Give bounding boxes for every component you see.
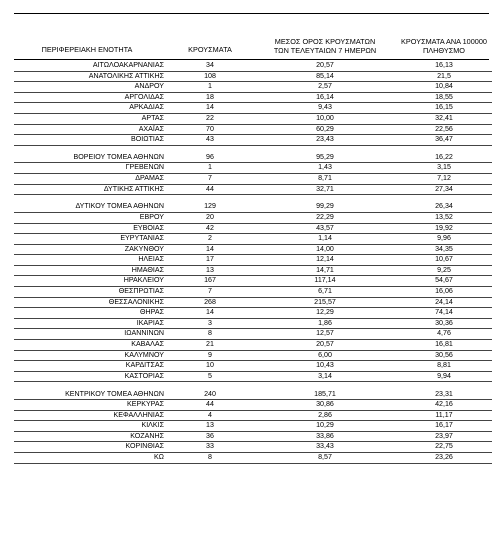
avg-7day-cell: 43,57 <box>316 223 334 232</box>
table-row <box>14 174 492 185</box>
rate-per-100k-cell: 9,25 <box>437 265 451 274</box>
rate-per-100k-cell: 3,15 <box>437 163 451 172</box>
region-cell: ΚΑΡΔΙΤΣΑΣ <box>125 361 164 370</box>
avg-7day-cell: 12,14 <box>316 255 334 264</box>
region-cell: ΔΥΤΙΚΟΥ ΤΟΜΕΑ ΑΘΗΝΩΝ <box>75 202 164 211</box>
rate-per-100k-cell: 30,56 <box>435 350 453 359</box>
avg-7day-cell: 6,71 <box>318 287 332 296</box>
table-row <box>14 287 492 298</box>
cases-cell: 129 <box>204 202 216 211</box>
section-gap <box>14 146 492 153</box>
avg-7day-cell: 2,57 <box>318 82 332 91</box>
table-row <box>14 103 492 114</box>
avg-7day-cell: 60,29 <box>316 124 334 133</box>
rate-per-100k-cell: 10,67 <box>435 255 453 264</box>
rate-per-100k-cell: 16,13 <box>435 61 453 69</box>
header-rate-line2: ΠΛΗΘΥΣΜΟ <box>423 46 465 55</box>
cases-cell: 10 <box>206 361 214 370</box>
avg-7day-cell: 14,00 <box>316 244 334 253</box>
rate-per-100k-cell: 36,47 <box>435 135 453 144</box>
region-cell: ΘΕΣΠΡΩΤΙΑΣ <box>118 287 164 296</box>
region-cell: ΑΡΚΑΔΙΑΣ <box>129 103 164 112</box>
header-avg-line1: ΜΕΣΟΣ ΟΡΟΣ ΚΡΟΥΣΜΑΤΩΝ <box>274 37 376 46</box>
rate-per-100k-cell: 10,84 <box>435 82 453 91</box>
cases-cell: 43 <box>206 135 214 144</box>
cases-cell: 44 <box>206 400 214 409</box>
region-cell: ΑΧΑΪΑΣ <box>138 124 164 133</box>
region-cell: ΚΕΝΤΡΙΚΟΥ ΤΟΜΕΑ ΑΘΗΝΩΝ <box>65 389 164 398</box>
table-row <box>14 234 492 245</box>
region-cell: ΚΑΛΥΜΝΟΥ <box>124 350 164 359</box>
avg-7day-cell: 33,86 <box>316 431 334 440</box>
avg-7day-cell: 95,29 <box>316 152 334 161</box>
avg-7day-cell: 117,14 <box>314 276 336 285</box>
rate-per-100k-cell: 30,36 <box>435 318 453 327</box>
header-cases: ΚΡΟΥΣΜΑΤΑ <box>188 45 232 54</box>
region-cell: ΗΡΑΚΛΕΙΟΥ <box>123 276 164 285</box>
avg-7day-cell: 12,57 <box>316 329 334 338</box>
table-row <box>14 421 492 432</box>
region-cell: ΖΑΚΥΝΘΟΥ <box>124 244 164 253</box>
region-cell: ΒΟΡΕΙΟΥ ΤΟΜΕΑ ΑΘΗΝΩΝ <box>73 152 164 161</box>
rate-per-100k-cell: 26,34 <box>435 202 453 211</box>
table-row <box>14 372 492 383</box>
rate-per-100k-cell: 34,35 <box>435 244 453 253</box>
cases-cell: 17 <box>206 255 214 264</box>
table-row <box>14 125 492 136</box>
rate-per-100k-cell: 42,16 <box>435 400 453 409</box>
cases-cell: 13 <box>206 265 214 274</box>
region-cell: ΚΑΒΑΛΑΣ <box>131 340 164 349</box>
cases-cell: 268 <box>204 297 216 306</box>
cases-cell: 9 <box>208 350 212 359</box>
avg-7day-cell: 215,57 <box>314 297 336 306</box>
avg-7day-cell: 16,14 <box>316 92 334 101</box>
region-cell: ΑΙΤΩΛΟΑΚΑΡΝΑΝΙΑΣ <box>92 61 164 69</box>
cases-cell: 4 <box>208 410 212 419</box>
avg-7day-cell: 33,43 <box>316 442 334 451</box>
table-row <box>14 202 492 213</box>
table-row <box>14 411 492 422</box>
table-row <box>14 400 492 411</box>
rate-per-100k-cell: 22,56 <box>435 124 453 133</box>
cases-cell: 33 <box>206 442 214 451</box>
avg-7day-cell: 1,14 <box>318 234 332 243</box>
rate-per-100k-cell: 21,5 <box>437 71 451 80</box>
region-cell: ΚΕΡΚΥΡΑΣ <box>127 400 164 409</box>
rate-per-100k-cell: 16,15 <box>435 103 453 112</box>
region-cell: ΗΜΑΘΙΑΣ <box>131 265 164 274</box>
avg-7day-cell: 12,29 <box>316 308 334 317</box>
rate-per-100k-cell: 16,17 <box>435 421 453 430</box>
cases-cell: 1 <box>208 82 212 91</box>
table-row <box>14 245 492 256</box>
cases-cell: 7 <box>208 287 212 296</box>
region-cell: ΚΟΡΙΝΘΙΑΣ <box>125 442 164 451</box>
avg-7day-cell: 2,86 <box>318 410 332 419</box>
cases-cell: 1 <box>208 163 212 172</box>
cases-cell: 21 <box>206 340 214 349</box>
table-row <box>14 432 492 443</box>
region-cell: ΓΡΕΒΕΝΩΝ <box>125 163 164 172</box>
header-avg-line2: ΤΩΝ ΤΕΛΕΥΤΑΙΩΝ 7 ΗΜΕΡΩΝ <box>273 46 377 55</box>
avg-7day-cell: 20,57 <box>316 61 334 69</box>
region-cell: ΗΛΕΙΑΣ <box>138 255 164 264</box>
region-cell: ΑΝΔΡΟΥ <box>134 82 164 91</box>
table-row <box>14 390 492 401</box>
region-cell: ΑΡΓΟΛΙΔΑΣ <box>124 92 164 101</box>
table-row <box>14 453 492 464</box>
avg-7day-cell: 6,00 <box>318 350 332 359</box>
table-row <box>14 93 492 104</box>
region-cell: ΕΥΒΟΙΑΣ <box>133 223 164 232</box>
region-cell: ΚΕΦΑΛΛΗΝΙΑΣ <box>113 410 164 419</box>
cases-cell: 22 <box>206 113 214 122</box>
region-cell: ΘΗΡΑΣ <box>140 308 164 317</box>
rate-per-100k-cell: 8,81 <box>437 361 451 370</box>
avg-7day-cell: 8,57 <box>318 453 332 462</box>
cases-cell: 8 <box>208 453 212 462</box>
region-cell: ΙΚΑΡΙΑΣ <box>136 318 164 327</box>
avg-7day-cell: 23,43 <box>316 135 334 144</box>
region-cell: ΘΕΣΣΑΛΟΝΙΚΗΣ <box>108 297 164 306</box>
cases-cell: 5 <box>208 371 212 380</box>
rate-per-100k-cell: 24,14 <box>435 297 453 306</box>
rate-per-100k-cell: 7,12 <box>437 174 451 183</box>
section-gap <box>14 382 492 389</box>
avg-7day-cell: 99,29 <box>316 202 334 211</box>
region-cell: ΑΡΤΑΣ <box>141 113 164 122</box>
region-cell: ΚΙΛΚΙΣ <box>141 421 164 430</box>
region-cell: ΚΑΣΤΟΡΙΑΣ <box>124 371 164 380</box>
avg-7day-cell: 9,43 <box>318 103 332 112</box>
table-row <box>14 224 492 235</box>
cases-cell: 14 <box>206 103 214 112</box>
region-cell: ΙΩΑΝΝΙΝΩΝ <box>124 329 164 338</box>
region-cell: ΕΥΡΥΤΑΝΙΑΣ <box>120 234 164 243</box>
table-row <box>14 351 492 362</box>
header-divider <box>14 59 489 60</box>
data-table <box>14 61 492 464</box>
table-row <box>14 114 492 125</box>
region-cell: ΚΩ <box>153 453 164 462</box>
avg-7day-cell: 10,00 <box>316 113 334 122</box>
table-row <box>14 61 492 72</box>
rate-per-100k-cell: 32,41 <box>435 113 453 122</box>
cases-cell: 3 <box>208 318 212 327</box>
cases-cell: 8 <box>208 329 212 338</box>
table-row <box>14 298 492 309</box>
section-gap <box>14 195 492 202</box>
cases-cell: 18 <box>206 92 214 101</box>
avg-7day-cell: 20,57 <box>316 340 334 349</box>
avg-7day-cell: 3,14 <box>318 371 332 380</box>
table-row <box>14 340 492 351</box>
table-row <box>14 266 492 277</box>
region-cell: ΒΟΙΩΤΙΑΣ <box>131 135 164 144</box>
region-cell: ΔΥΤΙΚΗΣ ΑΤΤΙΚΗΣ <box>103 184 164 193</box>
table-row <box>14 135 492 146</box>
top-divider <box>14 13 489 14</box>
table-row <box>14 82 492 93</box>
table-row <box>14 361 492 372</box>
table-row <box>14 163 492 174</box>
cases-cell: 36 <box>206 431 214 440</box>
cases-cell: 240 <box>204 389 216 398</box>
cases-cell: 20 <box>206 212 214 221</box>
cases-cell: 7 <box>208 174 212 183</box>
avg-7day-cell: 85,14 <box>316 71 334 80</box>
cases-cell: 2 <box>208 234 212 243</box>
table-row <box>14 276 492 287</box>
table-row <box>14 185 492 196</box>
avg-7day-cell: 8,71 <box>318 174 332 183</box>
cases-cell: 44 <box>206 184 214 193</box>
table-row <box>14 255 492 266</box>
rate-per-100k-cell: 11,17 <box>435 410 453 419</box>
cases-cell: 70 <box>206 124 214 133</box>
cases-cell: 42 <box>206 223 214 232</box>
rate-per-100k-cell: 18,55 <box>435 92 453 101</box>
table-row <box>14 442 492 453</box>
table-row <box>14 329 492 340</box>
avg-7day-cell: 32,71 <box>316 184 334 193</box>
cases-cell: 14 <box>206 308 214 317</box>
avg-7day-cell: 30,86 <box>316 400 334 409</box>
rate-per-100k-cell: 19,92 <box>435 223 453 232</box>
region-cell: ΔΡΑΜΑΣ <box>135 174 164 183</box>
rate-per-100k-cell: 9,94 <box>437 371 451 380</box>
avg-7day-cell: 1,86 <box>318 318 332 327</box>
rate-per-100k-cell: 4,76 <box>437 329 451 338</box>
rate-per-100k-cell: 22,75 <box>435 442 453 451</box>
cases-cell: 167 <box>204 276 216 285</box>
header-region: ΠΕΡΙΦΕΡΕΙΑΚΗ ΕΝΟΤΗΤΑ <box>41 45 133 54</box>
rate-per-100k-cell: 74,14 <box>435 308 453 317</box>
avg-7day-cell: 14,71 <box>316 265 334 274</box>
table-row <box>14 72 492 83</box>
table-row <box>14 319 492 330</box>
rate-per-100k-cell: 13,52 <box>435 212 453 221</box>
rate-per-100k-cell: 27,34 <box>435 184 453 193</box>
table-row <box>14 153 492 164</box>
table-row <box>14 308 492 319</box>
rate-per-100k-cell: 23,26 <box>435 453 453 462</box>
avg-7day-cell: 1,43 <box>318 163 332 172</box>
rate-per-100k-cell: 23,31 <box>435 389 453 398</box>
table-row <box>14 213 492 224</box>
rate-per-100k-cell: 16,06 <box>435 287 453 296</box>
rate-per-100k-cell: 16,22 <box>435 152 453 161</box>
header-rate-line1: ΚΡΟΥΣΜΑΤΑ ΑΝΑ 100000 <box>401 37 487 46</box>
rate-per-100k-cell: 54,67 <box>435 276 453 285</box>
avg-7day-cell: 10,43 <box>316 361 334 370</box>
cases-cell: 34 <box>206 61 214 69</box>
cases-cell: 108 <box>204 71 216 80</box>
avg-7day-cell: 10,29 <box>316 421 334 430</box>
cases-cell: 96 <box>206 152 214 161</box>
avg-7day-cell: 22,29 <box>316 212 334 221</box>
rate-per-100k-cell: 16,81 <box>435 340 453 349</box>
rate-per-100k-cell: 23,97 <box>435 431 453 440</box>
rate-per-100k-cell: 9,96 <box>437 234 451 243</box>
region-cell: ΕΒΡΟΥ <box>139 212 164 221</box>
avg-7day-cell: 185,71 <box>314 389 336 398</box>
region-cell: ΑΝΑΤΟΛΙΚΗΣ ΑΤΤΙΚΗΣ <box>88 71 164 80</box>
cases-cell: 13 <box>206 421 214 430</box>
region-cell: ΚΟΖΑΝΗΣ <box>130 431 164 440</box>
cases-cell: 14 <box>206 244 214 253</box>
